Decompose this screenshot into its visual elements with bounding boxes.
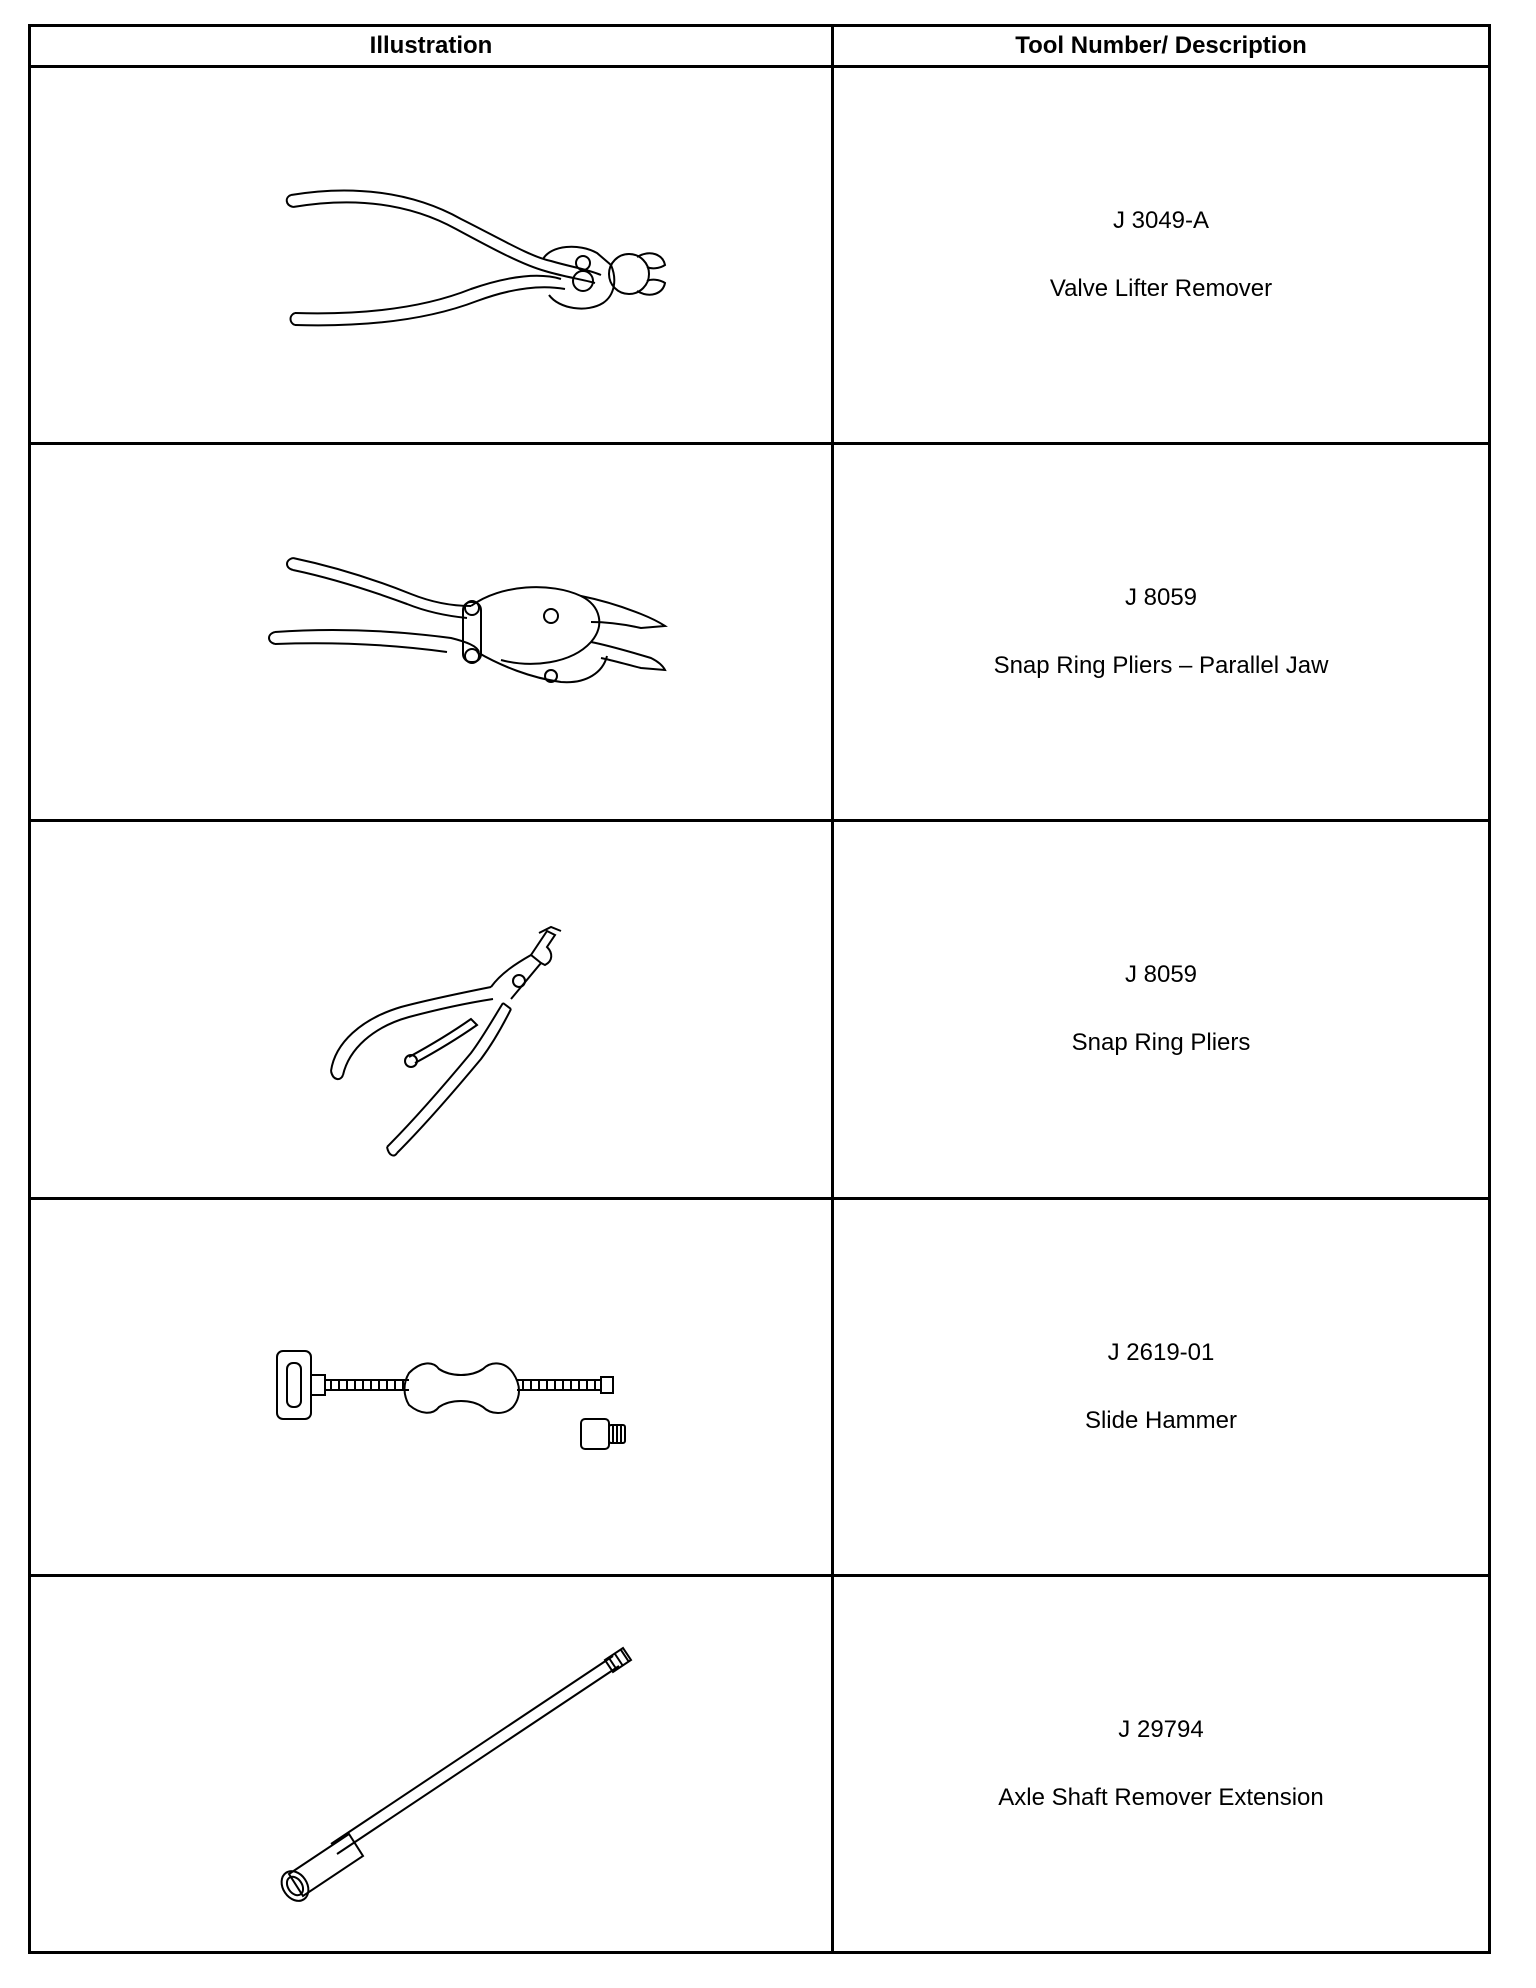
tool-description: Axle Shaft Remover Extension [998,1783,1324,1811]
table-row [30,444,1490,821]
illustration-cell [30,1575,833,1952]
header-illustration: Illustration [30,26,833,67]
parallel-jaw-snap-ring-pliers-icon [31,446,834,818]
table-row [30,1575,1490,1952]
axle-shaft-extension-icon [31,1578,834,1950]
illustration-cell [30,444,833,821]
valve-lifter-remover-pliers-icon [31,69,834,441]
slide-hammer-icon [31,1201,834,1573]
tool-number: J 8059 [1124,584,1198,612]
tool-table [28,24,1491,1954]
header-tool-number-description: Tool Number/ Description [833,26,1490,67]
table-row [30,67,1490,444]
illustration-cell [30,1198,833,1575]
description-cell [833,1198,1490,1575]
tool-number: J 3049-A [1112,207,1210,235]
tool-number: J 8059 [1124,961,1198,989]
snap-ring-pliers-icon [31,823,834,1195]
tool-description: Valve Lifter Remover [1049,275,1273,303]
illustration-cell [30,67,833,444]
table-row [30,1198,1490,1575]
description-cell [833,67,1490,444]
description-cell [833,1575,1490,1952]
tool-description: Snap Ring Pliers [1071,1029,1251,1057]
table-row [30,821,1490,1198]
tool-number: J 2619-01 [1107,1338,1215,1366]
tool-description: Slide Hammer [1084,1406,1238,1434]
description-cell [833,444,1490,821]
tool-description: Snap Ring Pliers – Parallel Jaw [993,652,1329,680]
header-row [30,26,1490,67]
description-cell [833,821,1490,1198]
illustration-cell [30,821,833,1198]
tool-number: J 29794 [1118,1715,1204,1743]
